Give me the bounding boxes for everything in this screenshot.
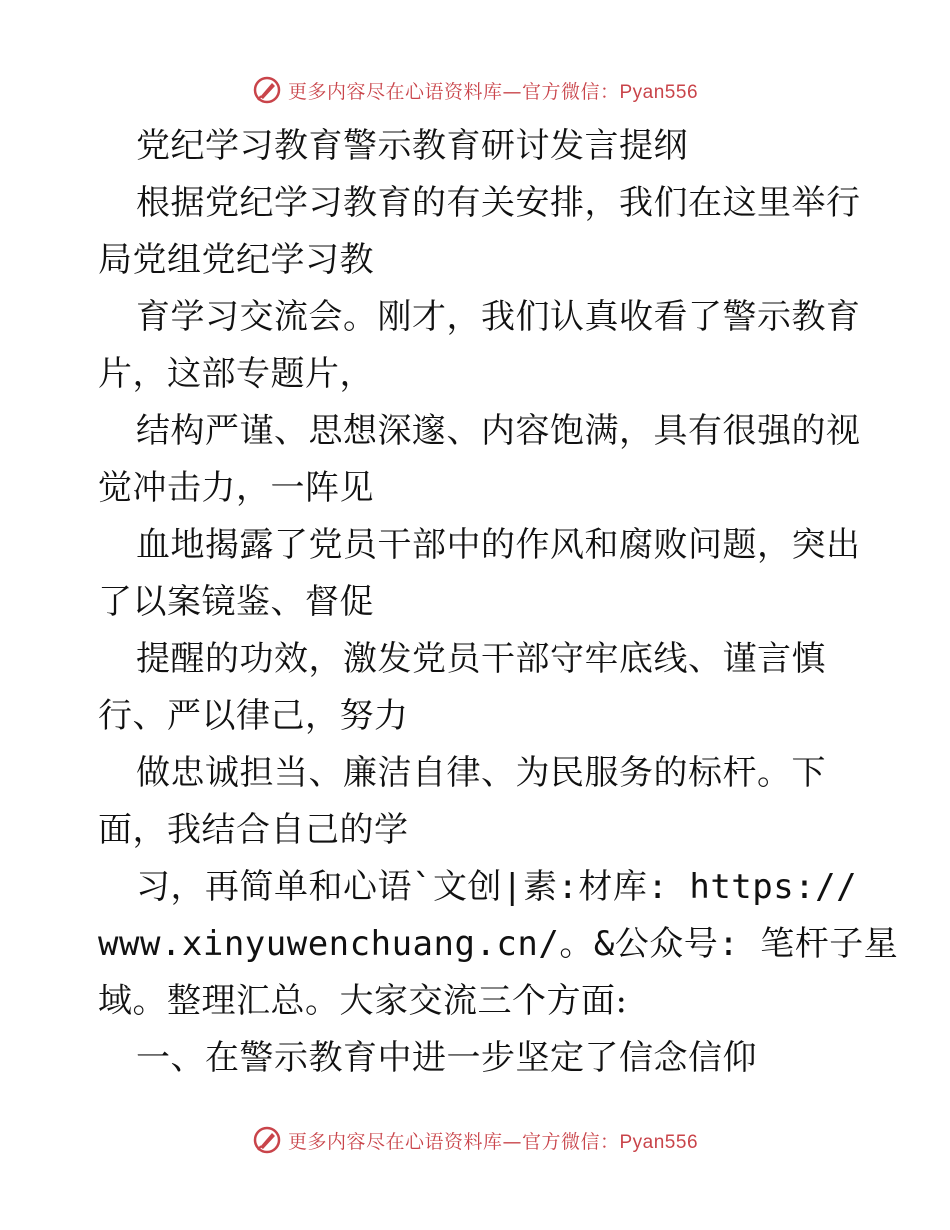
paragraph-line: 片，这部专题片， [98,354,374,394]
paragraph-line: 觉冲击力，一阵见 [98,468,374,508]
footer-banner-label: 更多内容尽在心语资料库—官方微信： [287,1130,620,1153]
document-body [98,118,899,1087]
paragraph-line: 血地揭露了党员干部中的作风和腐败问题，突出 [136,525,861,565]
header-banner [0,72,950,108]
header-banner-text [288,77,698,104]
paragraph-line: 习，再简单和心语`文创|素:材库: https:// [136,867,858,907]
paragraph-line: 面，我结合自己的学 [98,810,409,850]
footer-banner-text [288,1127,698,1154]
header-banner-account: Pyan556 [619,81,699,103]
paragraph-line: 育学习交流会。刚才，我们认真收看了警示教育 [136,297,861,337]
paragraph-line: 域。整理汇总。大家交流三个方面: [98,981,628,1021]
section-heading: 一、在警示教育中进一步坚定了信念信仰 [136,1038,757,1078]
paragraph-line: www.xinyuwenchuang.cn/。&公众号: 笔杆子星 [98,924,899,964]
paragraph-line: 了以案镜鉴、督促 [98,582,374,622]
paragraph-line: 提醒的功效，激发党员干部守牢底线、谨言慎 [136,639,826,679]
footer-banner [0,1122,950,1158]
paragraph-line: 结构严谨、思想深邃、内容饱满，具有很强的视 [136,411,861,451]
quill-pen-logo-icon [252,75,282,105]
paragraph-line: 局党组党纪学习教 [98,240,374,280]
quill-pen-logo-icon [252,1125,282,1155]
paragraph-line: 做忠诚担当、廉洁自律、为民服务的标杆。下 [136,753,826,793]
paragraph-line: 行、严以律己，努力 [98,696,409,736]
document-title: 党纪学习教育警示教育研讨发言提纲 [136,126,688,166]
paragraph-line: 根据党纪学习教育的有关安排，我们在这里举行 [136,183,861,223]
footer-banner-account: Pyan556 [619,1131,699,1153]
header-banner-label: 更多内容尽在心语资料库—官方微信： [287,80,620,103]
